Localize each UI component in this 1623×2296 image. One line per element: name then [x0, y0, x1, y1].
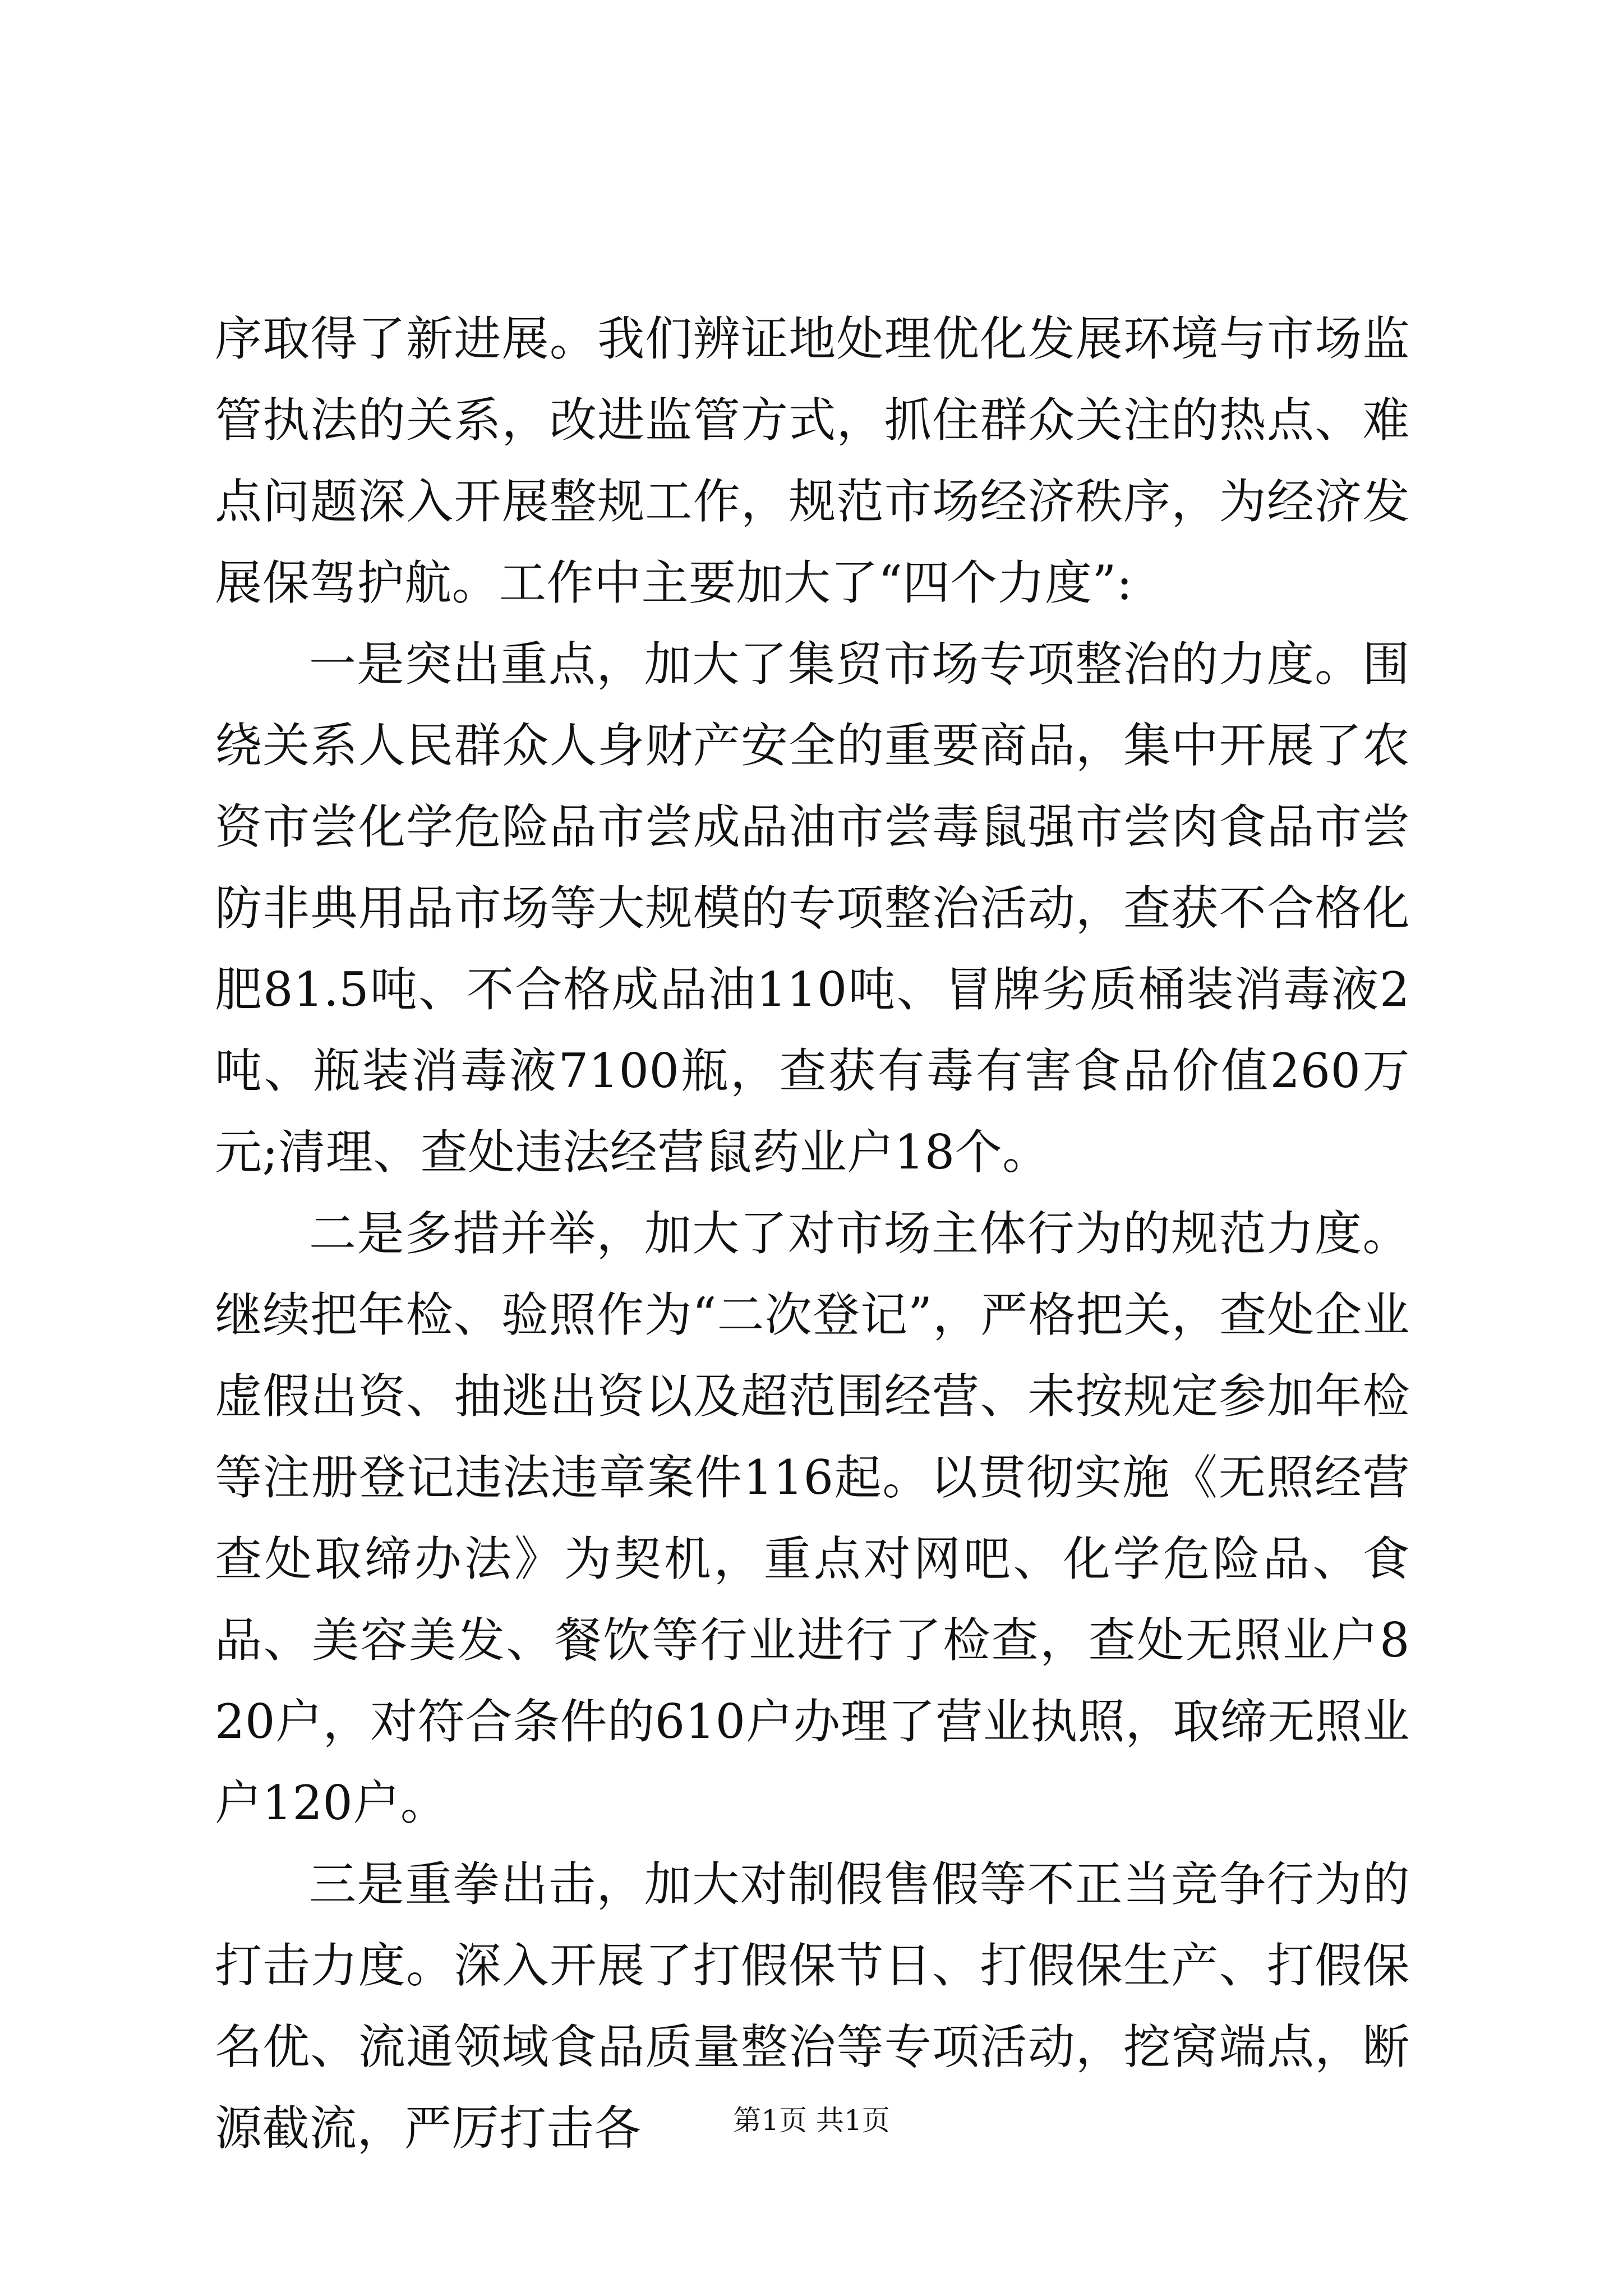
- paragraph-market-entity-regulation: 二是多措并举，加大了对市场主体行为的规范力度。继续把年检、验照作为“二次登记”，严格把关，查处企业虚假出资、抽逃出资以及超范围经营、未按规定参加年检等注册登记违法违章案件116起。以贯彻实施《无照经营查处取缔办法》为契机，重点对网吧、化学危险品、食品、美容美发、餐饮等行业进行了检查，查处无照业户820户，对符合条件的610户办理了营业执照，取缔无照业户120户。: [215, 1206, 1410, 1830]
- paragraph-anti-counterfeit: 三是重拳出击，加大对制假售假等不正当竞争行为的打击力度。深入开展了打假保节日、打假保生产、打假保名优、流通领域食品质量整治等专项活动，挖窝端点，断源截流，严厉打击各: [215, 1857, 1410, 2156]
- document-body: [215, 298, 1410, 2169]
- paragraph-continuation: 序取得了新进展。我们辨证地处理优化发展环境与市场监管执法的关系，改进监管方式，抓住群众关注的热点、难点问题深入开展整规工作，规范市场经济秩序，为经济发展保驾护航。工作中主要加大了“四个力度”:: [215, 311, 1410, 610]
- page-number-footer: 第1页 共1页: [733, 2104, 890, 2137]
- paragraph-market-rectification: 一是突出重点，加大了集贸市场专项整治的力度。围绕关系人民群众人身财产安全的重要商品，集中开展了农资市尝化学危险品市尝成品油市尝毒鼠强市尝肉食品市尝防非典用品市场等大规模的专项整治活动，查获不合格化肥81.5吨、不合格成品油110吨、冒牌劣质桶装消毒液2吨、瓶装消毒液7100瓶，查获有毒有害食品价值260万元;清理、查处违法经营鼠药业户18个。: [215, 637, 1410, 1180]
